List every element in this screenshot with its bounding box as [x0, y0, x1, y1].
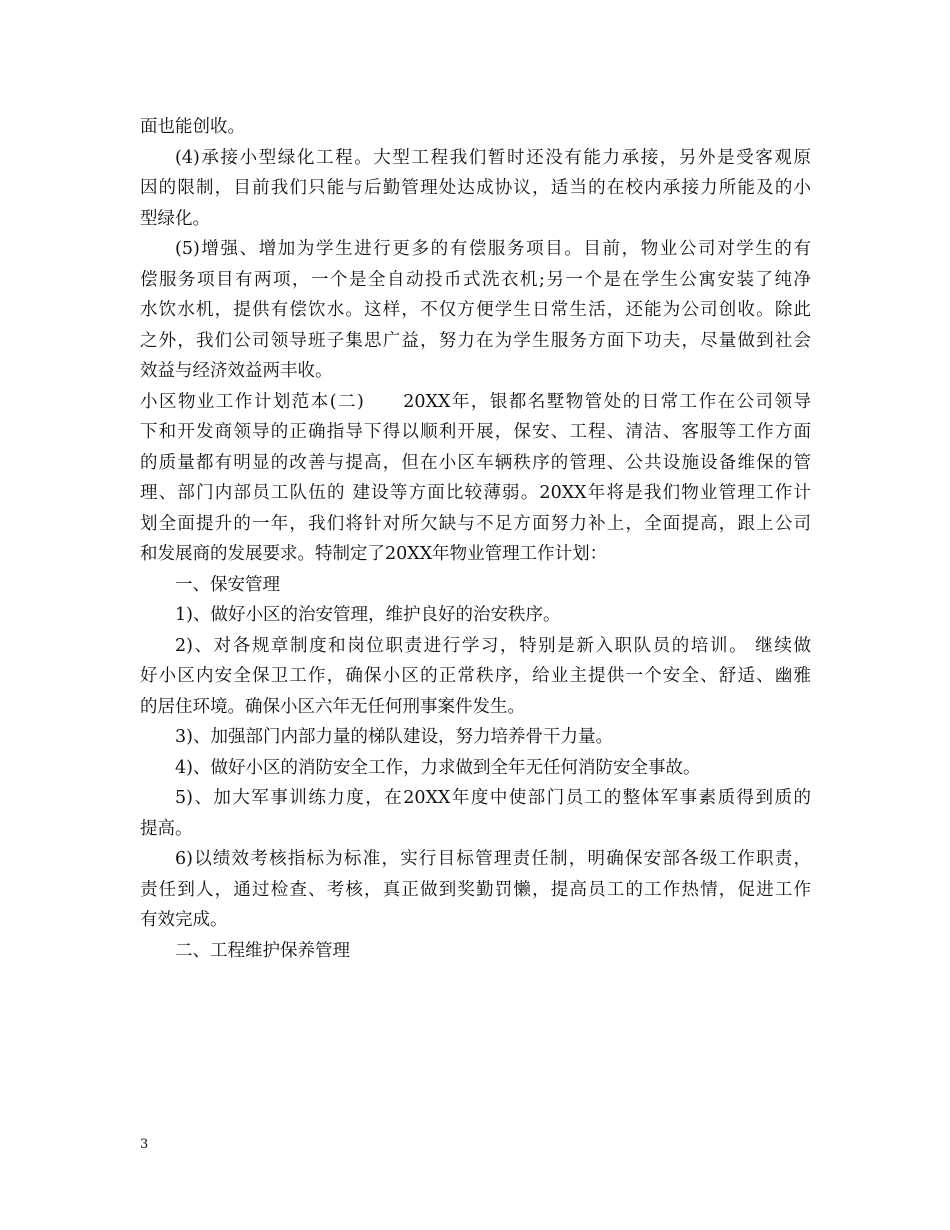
body-line: 有效完成。: [140, 910, 228, 930]
document-body: [140, 112, 811, 966]
list-item: 5)、加大军事训练力度，在20XX年度中使部门员工的整体军事素质得到质的: [175, 788, 811, 808]
body-line: 型绿化。: [140, 208, 210, 229]
body-line: 责任到人，通过检查、考核，真正做到奖勤罚懒，提高员工的工作热情，促进工作: [140, 879, 811, 900]
body-line: 理、部门内部员工队伍的 建设等方面比较薄弱。20XX年将是我们物业管理工作计: [140, 483, 811, 503]
body-line: (4)承接小型绿化工程。大型工程我们暂时还没有能力承接，另外是受客观原: [175, 147, 811, 168]
body-line: 的居住环境。确保小区六年无任何刑事案件发生。: [140, 696, 525, 717]
list-item: 4)、做好小区的消防安全工作，力求做到全年无任何消防安全事故。: [175, 757, 701, 778]
body-line: 面也能创收。: [140, 117, 245, 137]
body-line: 之外，我们公司领导班子集思广益，努力在为学生服务方面下功夫，尽量做到社会: [140, 330, 811, 351]
list-item: 1)、做好小区的治安管理，维护良好的治安秩序。: [175, 605, 561, 625]
body-line: 和发展商的发展要求。特制定了20XX年物业管理工作计划：: [140, 544, 608, 564]
body-line: 下和开发商领导的正确指导下得以顺利开展，保安、工程、清洁、客服等工作方面: [140, 422, 811, 442]
body-line: 因的限制，目前我们只能与后勤管理处达成协议，适当的在校内承接力所能及的小: [140, 178, 811, 198]
section-heading-line: 小区物业工作计划范本(二) 20XX年，银都名墅物管处的日常工作在公司领导: [140, 391, 811, 412]
body-line: 提高。: [140, 818, 193, 839]
body-line: (5)增强、增加为学生进行更多的有偿服务项目。目前，物业公司对学生的有: [175, 239, 811, 259]
list-item: 3)、加强部门内部力量的梯队建设，努力培养骨干力量。: [175, 727, 613, 747]
list-item: 6)以绩效考核指标为标准，实行目标管理责任制，明确保安部各级工作职责，: [175, 849, 811, 869]
body-line: 好小区内安全保卫工作，确保小区的正常秩序，给业主提供一个安全、舒适、幽雅: [140, 666, 811, 686]
list-item: 2)、对各规章制度和岗位职责进行学习，特别是新入职队员的培训。 继续做: [175, 635, 811, 656]
section-heading: 一、保安管理: [175, 574, 280, 595]
body-line: 的质量都有明显的改善与提高，但在小区车辆秩序的管理、公共设施设备维保的管: [140, 452, 811, 473]
body-line: 偿服务项目有两项，一个是全自动投币式洗衣机;另一个是在学生公寓安装了纯净: [140, 269, 811, 290]
page-number: 3: [140, 1137, 149, 1152]
section-heading: 二、工程维护保养管理: [175, 940, 350, 961]
body-line: 水饮水机，提供有偿饮水。这样，不仅方便学生日常生活，还能为公司创收。除此: [140, 300, 811, 320]
body-line: 划全面提升的一年，我们将针对所欠缺与不足方面努力补上，全面提高，跟上公司: [140, 513, 811, 534]
body-line: 效益与经济效益两丰收。: [140, 361, 333, 381]
